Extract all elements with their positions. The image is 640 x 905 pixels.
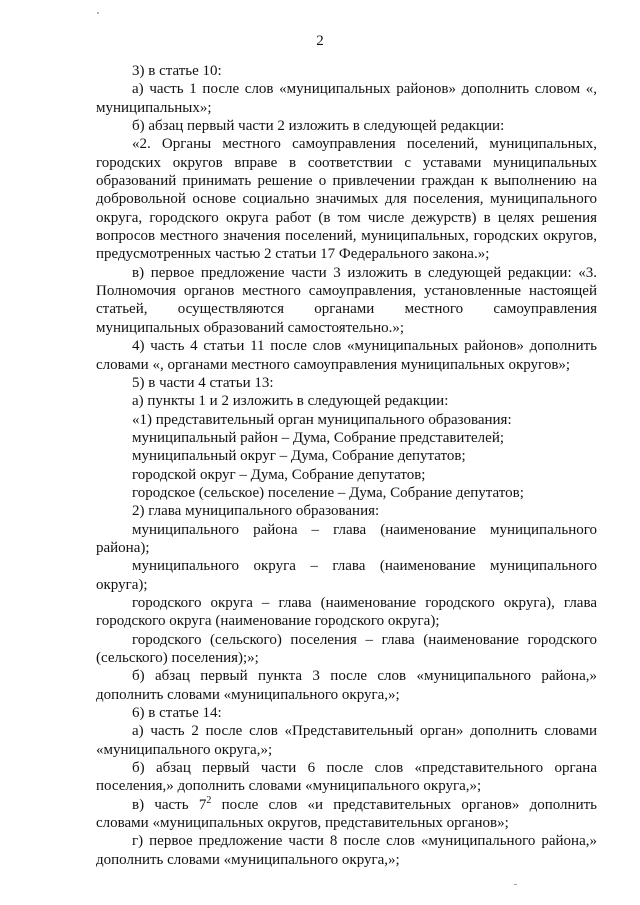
paragraph: городское (сельское) поселение – Дума, Собрание депутатов; xyxy=(132,484,524,501)
paragraph-with-superscript xyxy=(96,796,597,833)
paragraph: 6) в статье 14: xyxy=(132,705,222,722)
paragraph: б) абзац первый пункта 3 после слов «муниципального района,» дополнить словами «муниципального округа,»; xyxy=(96,668,597,703)
paragraph: городской округ – Дума, Собрание депутатов; xyxy=(132,466,426,483)
paragraph: муниципального округа – глава (наименование муниципального округа); xyxy=(96,558,597,593)
paragraph: городского (сельского) поселения – глава (наименование городского (сельского) поселения);»; xyxy=(96,631,597,666)
paragraph: «2. Органы местного самоуправления поселений, муниципальных, городских округов вправе в соответствии с уставами муниципальных образований принимать решение о привлечении граждан к выполнению на добровольной основе социально значимых для поселения, муниципального округа, городского округа работ (в том числе дежурств) в целях решения вопросов местного значения поселений, муниципальных, городских округов, предусмотренных частью 2 статьи 17 Федерального закона.»; xyxy=(96,136,597,263)
paragraph: а) пункты 1 и 2 изложить в следующей редакции: xyxy=(132,393,449,410)
scan-mark xyxy=(97,12,99,14)
paragraph: б) абзац первый части 2 изложить в следующей редакции: xyxy=(132,118,505,135)
paragraph: муниципального района – глава (наименование муниципального района); xyxy=(96,521,597,556)
paragraph: а) часть 2 после слов «Представительный орган» дополнить словами «муниципального округа,»; xyxy=(96,723,597,758)
superscript: 2 xyxy=(206,794,212,806)
paragraph: городского округа – глава (наименование городского округа), глава городского округа (наименование городского округа); xyxy=(96,594,597,630)
paragraph: 5) в части 4 статьи 13: xyxy=(132,374,274,391)
paragraph: б) абзац первый части 6 после слов «представительного органа поселения,» дополнить словами «муниципального округа,»; xyxy=(96,760,597,795)
paragraph: г) первое предложение части 8 после слов «муниципального района,» дополнить словами «муниципального округа,»; xyxy=(96,833,597,868)
scan-mark xyxy=(514,884,517,885)
paragraph-text-before: в) часть 7 xyxy=(132,796,207,813)
paragraph: 2) глава муниципального образования: xyxy=(132,503,380,520)
page-number: 2 xyxy=(316,33,324,49)
paragraph: 3) в статье 10: xyxy=(132,63,222,79)
document-body xyxy=(96,62,597,869)
paragraph: в) первое предложение части 3 изложить в следующей редакции: «3. Полномочия органов местного самоуправления, установленные настоящей статьей, осуществляются органами местного самоуправления муниципальных образований самостоятельно.»; xyxy=(96,264,597,336)
paragraph: муниципальный район – Дума, Собрание представителей; xyxy=(132,429,505,446)
paragraph: «1) представительный орган муниципального образования: xyxy=(132,411,512,428)
paragraph: 4) часть 4 статьи 11 после слов «муниципальных районов» дополнить словами «, органами местного самоуправления муниципальных округов»; xyxy=(96,338,597,373)
paragraph-text-after: после слов «и представительных органов» дополнить словами «муниципальных округов, представительных органов»; xyxy=(96,796,597,832)
paragraph: а) часть 1 после слов «муниципальных районов» дополнить словом «, муниципальных»; xyxy=(96,81,597,116)
paragraph: муниципальный округ – Дума, Собрание депутатов; xyxy=(132,448,466,465)
